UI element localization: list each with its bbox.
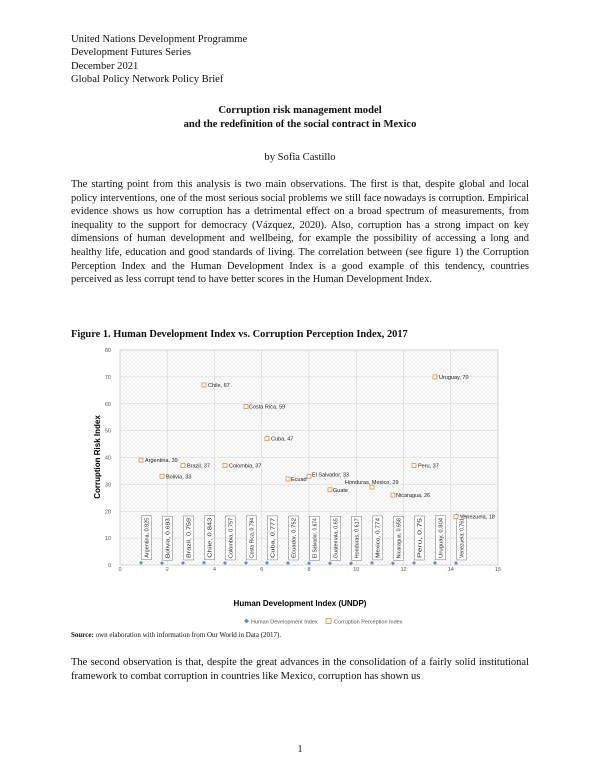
cpi-point	[160, 474, 164, 478]
x-tick-label: 12	[400, 567, 407, 573]
cpi-point-label: Bolivia, 33	[166, 474, 192, 481]
hdi-point-label: Nicaragua, 0.658	[396, 520, 403, 559]
hdi-point-label: Argentina, 0.825	[144, 521, 151, 558]
cpi-point-label: Peru, 37	[418, 463, 439, 470]
hdi-point-label: Venezuela, 0.761	[459, 519, 466, 558]
intro-paragraph: The starting point from this analysis is two main observations. The first is that, despite global and local policy interventions, one of the most serious social problems we still face nowadays is corruption. Empirical evidence shows us how corruption has a detrimental effect on a broad spectrum of measurements, from inequality to the support for democracy (Vázquez, 2020). Also, corruption has a strong impact on key dimensions of human development and wellbeing, for example the possibility of accessing a long and healthy life, education and good standards of living. The correlation between (see figure 1) the Corruption Perception Index and the Human Development Index is a good example of this tendency, countries perceived as less corrupt tend to have better scores in the Human Development Index.	[71, 179, 529, 286]
y-tick-label: 40	[104, 455, 111, 462]
legend-hdi-marker	[244, 619, 249, 624]
hdi-point-label: Honduras, 0.617	[354, 521, 361, 559]
cpi-point-label: Costa Rica, 59	[249, 404, 286, 411]
cpi-point-label: Honduras, Mexico, 29	[345, 480, 399, 487]
x-axis-label: Human Development Index (UNDP)	[233, 599, 367, 608]
paper-title	[0, 104, 600, 131]
x-tick-label: 14	[447, 567, 454, 573]
y-tick-label: 50	[104, 428, 111, 435]
cpi-point	[307, 474, 311, 478]
header-series: Development Futures Series	[71, 47, 192, 59]
y-tick-labels	[105, 348, 111, 569]
cpi-point	[433, 375, 437, 379]
x-tick-label: 10	[353, 567, 360, 573]
cpi-point-label: Ecuad	[291, 477, 307, 483]
cpi-point	[265, 437, 269, 441]
page-number: 1	[297, 744, 303, 755]
hdi-point-label: Brazil, 0.759	[186, 530, 193, 558]
x-tick-label: 0	[118, 567, 122, 573]
hdi-point-label: Ecuador, 0.752	[291, 524, 298, 558]
author-line: by Sofia Castillo	[264, 152, 336, 163]
hdi-point-label: Mexico, 0.774	[375, 526, 382, 558]
cpi-point-label: Nicaragua, 26	[396, 493, 431, 500]
cpi-point	[181, 464, 185, 468]
y-tick-label: 60	[104, 401, 111, 408]
y-tick-label: 0	[107, 563, 111, 569]
y-tick-label: 80	[104, 348, 111, 354]
hdi-point-label: El Salvador, 0.674	[312, 517, 319, 559]
x-tick-label: 6	[260, 567, 264, 573]
cpi-point	[454, 515, 458, 519]
cpi-point-label: Venezuela, 18	[460, 514, 495, 521]
x-tick-label: 4	[212, 567, 217, 573]
legend-cpi-marker	[326, 619, 331, 624]
y-axis-label: Corruption Risk Index	[93, 415, 102, 499]
y-tick-label: 30	[104, 482, 111, 489]
header-date: December 2021	[71, 60, 139, 72]
figure-source	[71, 631, 281, 639]
x-tick-label: 15	[494, 567, 502, 573]
title-line-2: and the redefinition of the social contract in Mexico	[183, 118, 417, 130]
x-tick-labels	[118, 567, 501, 573]
source-text: own elaboration with information from Our World in Data (2017).	[93, 631, 282, 639]
legend-cpi-label: Corruption Perception Index	[334, 619, 403, 626]
cpi-point	[391, 493, 395, 497]
hdi-point-label: Colombia, 0.757	[228, 521, 235, 558]
hdi-point-label: Uruguay, 0.804	[438, 524, 445, 558]
y-tick-label: 20	[104, 509, 111, 516]
cpi-point-label: El Salvador, 33	[312, 472, 349, 479]
y-tick-label: 10	[104, 536, 111, 543]
header-network: Global Policy Network Policy Brief	[71, 74, 224, 86]
figure-caption: Figure 1. Human Development Index vs. Corruption Perception Index, 2017	[71, 329, 408, 340]
hdi-point-label: Chile, 0.843	[207, 531, 214, 558]
cpi-point-label: Argentina, 39	[145, 458, 178, 465]
hdi-point-label: Bolivia, 0.693	[165, 528, 172, 559]
document-header	[71, 33, 247, 87]
cpi-point	[244, 404, 248, 408]
cpi-point	[223, 464, 227, 468]
source-label: Source:	[71, 631, 94, 639]
scatter-chart	[88, 342, 508, 632]
cpi-point	[202, 383, 206, 387]
cpi-point-label: Guate	[333, 487, 348, 494]
cpi-point	[328, 488, 332, 492]
cpi-point	[286, 477, 290, 481]
second-paragraph: The second observation is that, despite the great advances in the consolidation of a fairly solid institutional framework to combat corruption in countries like Mexico, corruption has shown us	[71, 657, 529, 682]
legend	[244, 619, 403, 626]
cpi-point-label: Colombia, 37	[229, 463, 262, 470]
x-tick-label: 2	[165, 567, 169, 573]
cpi-point	[412, 464, 416, 468]
cpi-point-label: Cuba, 47	[271, 436, 294, 443]
cpi-point-label: Brazil, 37	[187, 463, 210, 470]
title-line-1: Corruption risk management model	[218, 105, 382, 116]
cpi-point-label: Chile, 67	[208, 382, 230, 389]
x-tick-label: 8	[307, 567, 311, 573]
y-tick-label: 70	[104, 374, 111, 381]
header-org: United Nations Development Programme	[71, 34, 248, 45]
hdi-point-label: Costa Rica, 0.794	[249, 518, 256, 558]
legend-hdi-label: Human Development Index	[251, 619, 318, 626]
hdi-point-label: Cuba, 0.777	[270, 530, 277, 558]
hdi-point-label: Peru, 0.75	[417, 534, 424, 558]
cpi-point-label: Uruguay, 70	[439, 374, 469, 381]
cpi-point	[139, 458, 143, 462]
hdi-point-label: Guatemala, 0.65	[333, 521, 340, 559]
